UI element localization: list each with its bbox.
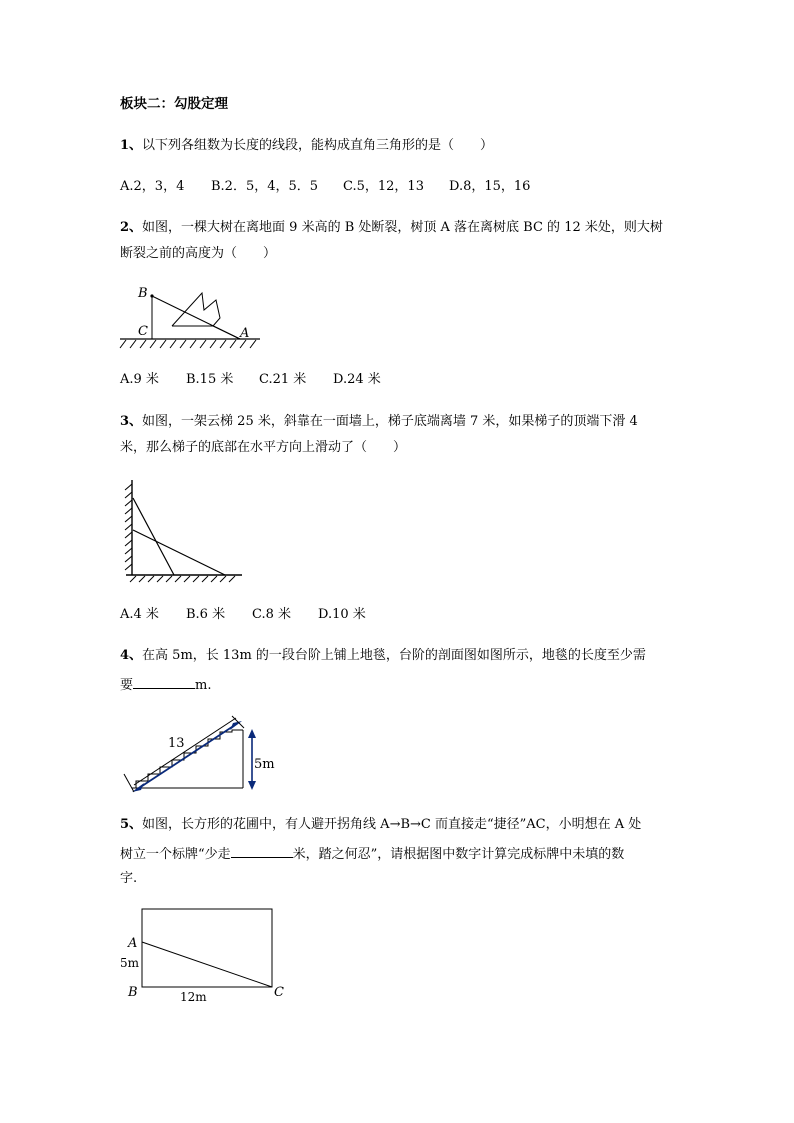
side-length-label: 5m — [120, 956, 140, 970]
question-3-option-b[interactable]: B.6 米 — [186, 607, 226, 622]
question-stem: m. — [195, 678, 212, 693]
question-2-option-a[interactable]: A.9 米 — [120, 372, 159, 387]
tree-figure — [120, 280, 265, 350]
question-stem: 如图，一棵大树在离地面 9 米高的 B 处断裂，树顶 A 落在离树底 BC 的 12 米处，则大树 — [142, 220, 663, 235]
stairs-figure — [120, 710, 275, 792]
question-5-text-line1 — [120, 818, 641, 831]
section-title: 板块二：勾股定理 — [120, 96, 228, 112]
stairs-length-label: 13 — [168, 736, 185, 751]
question-4-text-line1 — [120, 649, 646, 662]
point-a-label: A — [240, 326, 250, 341]
question-2-option-c[interactable]: C.21 米 — [259, 372, 307, 387]
point-c-label: C — [138, 324, 148, 339]
question-number: 2、 — [120, 220, 143, 235]
question-stem: 以下列各组数为长度的线段，能构成直角三角形的是（ ） — [142, 138, 494, 153]
stairs-height-label: 5m — [254, 757, 275, 772]
question-4-text-line2 — [120, 676, 211, 692]
question-stem: 如图，一架云梯 25 米，斜靠在一面墙上，梯子底端离墙 7 米，如果梯子的顶端下滑 4 — [142, 414, 638, 429]
question-3-option-d[interactable]: D.10 米 — [318, 607, 366, 622]
question-3-text-line1 — [120, 415, 638, 428]
point-a-label: A — [128, 936, 138, 951]
question-1-option-a[interactable]: A.2，3，4 — [120, 179, 185, 194]
question-number: 5、 — [120, 817, 143, 832]
question-2-text-line2: 断裂之前的高度为（ ） — [120, 246, 277, 261]
question-5-text-line3: 字. — [120, 871, 138, 886]
question-stem: 要 — [120, 678, 134, 693]
question-stem: 在高 5m，长 13m 的一段台阶上铺上地毯，台阶的剖面图如图所示，地毯的长度至少需 — [142, 648, 646, 663]
question-1-option-c[interactable]: C.5，12，13 — [343, 179, 424, 194]
question-1-option-d[interactable]: D.8，15，16 — [449, 179, 531, 194]
answer-blank[interactable] — [133, 676, 195, 689]
point-b-label: B — [138, 286, 148, 301]
question-stem: 米，踏之何忍”，请根据图中数字计算完成标牌中未填的数 — [292, 847, 625, 862]
question-stem: 如图，长方形的花圃中，有人避开拐角线 A→B→C 而直接走“捷径”AC，小明想在 A 处 — [142, 817, 642, 832]
question-2-option-b[interactable]: B.15 米 — [186, 372, 234, 387]
point-c-label: C — [274, 985, 284, 1000]
question-3-option-c[interactable]: C.8 米 — [252, 607, 292, 622]
point-b-label: B — [128, 985, 138, 1000]
question-1-option-b[interactable]: B.2．5，4，5．5 — [211, 179, 319, 194]
question-stem: 树立一个标牌“少走 — [120, 847, 231, 862]
question-5-text-line2 — [120, 845, 624, 861]
question-number: 4、 — [120, 648, 143, 663]
question-1-text — [120, 139, 493, 152]
question-2-text-line1 — [120, 221, 663, 234]
ladder-figure — [122, 478, 247, 583]
question-3-option-a[interactable]: A.4 米 — [120, 607, 159, 622]
question-3-text-line2: 米，那么梯子的底部在水平方向上滑动了（ ） — [120, 440, 407, 455]
question-number: 3、 — [120, 414, 143, 429]
garden-figure — [120, 905, 295, 1005]
answer-blank[interactable] — [231, 845, 293, 858]
base-length-label: 12m — [180, 990, 207, 1004]
question-2-option-d[interactable]: D.24 米 — [333, 372, 381, 387]
question-number: 1、 — [120, 138, 143, 153]
